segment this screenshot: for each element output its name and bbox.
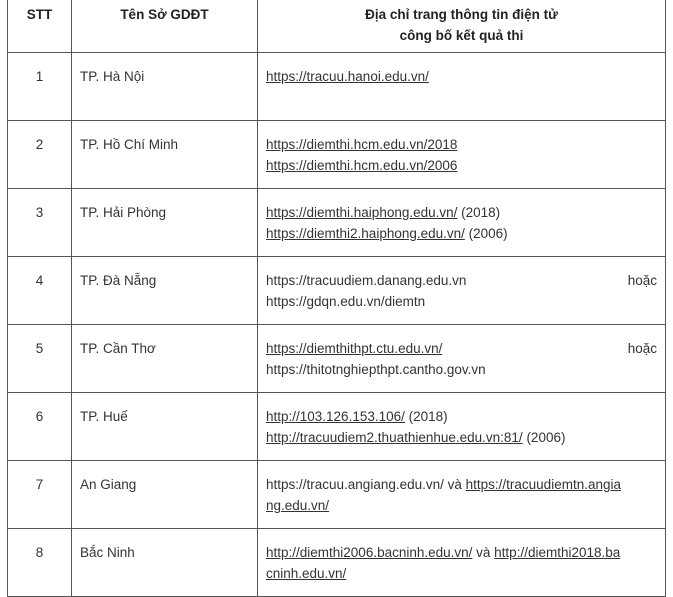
result-link-continuation[interactable]: ng.edu.vn/	[266, 498, 330, 513]
row-name: TP. Hồ Chí Minh	[72, 121, 258, 189]
row-name: TP. Hà Nội	[72, 53, 258, 121]
row-name: TP. Cần Thơ	[72, 325, 258, 393]
result-link[interactable]: http://diemthi2006.bacninh.edu.vn/	[266, 545, 473, 560]
result-url-text: https://tracuudiem.danang.edu.vn	[266, 273, 467, 288]
or-word: hoặc	[627, 341, 657, 356]
result-link[interactable]: https://diemthi2.haiphong.edu.vn/	[266, 226, 465, 241]
result-link[interactable]: http://diemthi2018.ba	[494, 545, 621, 560]
results-table	[7, 0, 666, 597]
result-link[interactable]: https://tracuu.hanoi.edu.vn/	[266, 69, 429, 84]
row-address	[258, 53, 666, 121]
row-name: An Giang	[72, 461, 258, 529]
table-row	[8, 53, 666, 121]
result-url-text: https://thitotnghiepthpt.cantho.gov.vn	[266, 362, 486, 377]
result-url-text: https://tracuu.angiang.edu.vn/	[266, 477, 444, 492]
and-word: và	[472, 545, 495, 560]
result-link[interactable]: https://tracuudiemtn.angia	[465, 477, 621, 492]
header-address-line1: Địa chỉ trang thông tin điện tử	[365, 7, 558, 22]
year-note: (2018)	[404, 409, 448, 424]
row-stt: 1	[8, 53, 72, 121]
year-note: (2006)	[464, 226, 508, 241]
result-link[interactable]: http://tracuudiem2.thuathienhue.edu.vn:81/	[266, 430, 523, 445]
row-address	[258, 325, 666, 393]
row-name: TP. Hải Phòng	[72, 189, 258, 257]
result-url-text: https://gdqn.edu.vn/diemtn	[266, 294, 426, 309]
table-row	[8, 529, 666, 597]
row-address	[258, 393, 666, 461]
table-row	[8, 189, 666, 257]
result-link[interactable]: http://103.126.153.106/	[266, 409, 405, 424]
row-stt: 5	[8, 325, 72, 393]
table-row	[8, 325, 666, 393]
row-name: TP. Huế	[72, 393, 258, 461]
row-stt: 6	[8, 393, 72, 461]
row-stt: 7	[8, 461, 72, 529]
table-row	[8, 257, 666, 325]
row-name: TP. Đà Nẵng	[72, 257, 258, 325]
row-address	[258, 529, 666, 597]
header-address-line2: công bố kết quả thi	[399, 28, 524, 43]
table-row	[8, 461, 666, 529]
year-note: (2018)	[457, 205, 501, 220]
row-stt: 4	[8, 257, 72, 325]
table-header-row	[8, 0, 666, 53]
row-name: Bắc Ninh	[72, 529, 258, 597]
header-stt: STT	[8, 0, 72, 53]
result-link-continuation[interactable]: cninh.edu.vn/	[266, 566, 347, 581]
table-row	[8, 393, 666, 461]
row-address	[258, 461, 666, 529]
row-address	[258, 189, 666, 257]
header-address	[258, 0, 666, 53]
and-word: và	[443, 477, 466, 492]
row-address	[258, 121, 666, 189]
result-link[interactable]: https://diemthi.haiphong.edu.vn/	[266, 205, 458, 220]
result-link[interactable]: https://diemthi.hcm.edu.vn/2006	[266, 158, 458, 173]
row-stt: 2	[8, 121, 72, 189]
row-stt: 8	[8, 529, 72, 597]
year-note: (2006)	[522, 430, 566, 445]
header-name: Tên Sở GDĐT	[72, 0, 258, 53]
row-address	[258, 257, 666, 325]
result-link[interactable]: https://diemthithpt.ctu.edu.vn/	[266, 341, 443, 356]
or-word: hoặc	[627, 273, 657, 288]
result-link[interactable]: https://diemthi.hcm.edu.vn/2018	[266, 137, 458, 152]
row-stt: 3	[8, 189, 72, 257]
table-row	[8, 121, 666, 189]
